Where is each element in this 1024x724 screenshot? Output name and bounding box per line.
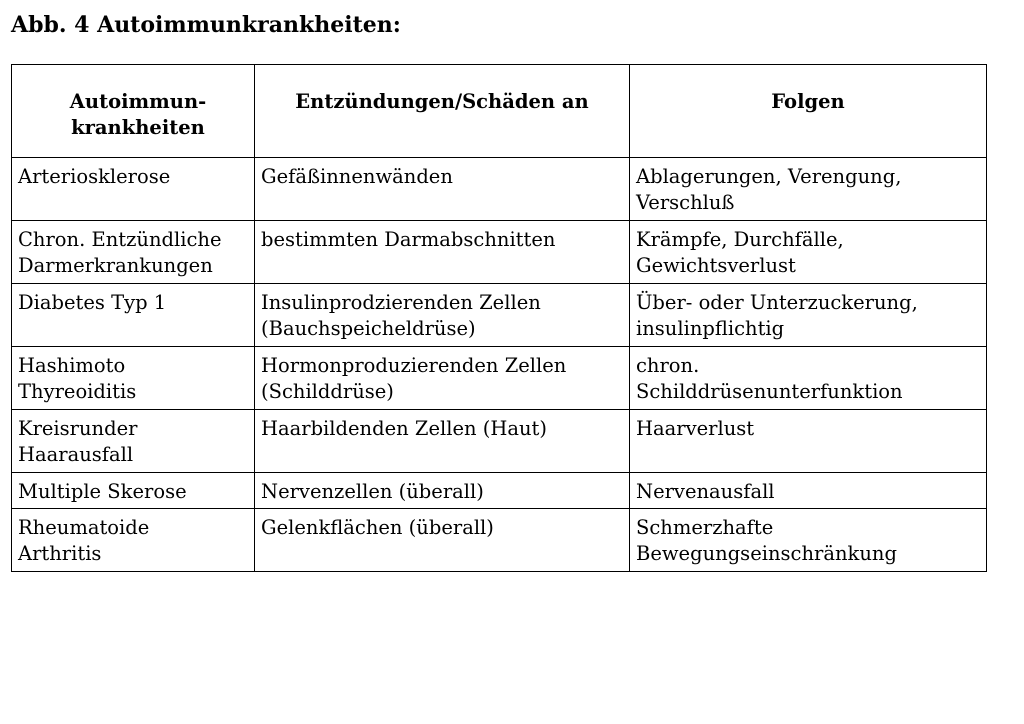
header-disease: Autoimmun- krankheiten [12, 65, 255, 158]
cell-target: Hormonproduzierenden Zellen (Schilddrüse) [255, 347, 630, 410]
cell-target: bestimmten Darmabschnitten [255, 221, 630, 284]
cell-target: Gefäßinnenwänden [255, 158, 630, 221]
cell-target: Insulinprodzierenden Zellen (Bauchspeicheldrüse) [255, 284, 630, 347]
cell-consequence: Ablagerungen, Verengung, Verschluß [630, 158, 987, 221]
cell-disease: Rheumatoide Arthritis [12, 509, 255, 572]
cell-disease: Hashimoto Thyreoiditis [12, 347, 255, 410]
table-row [12, 347, 987, 410]
cell-disease: Kreisrunder Haarausfall [12, 410, 255, 473]
autoimmune-table [11, 64, 987, 572]
table-row [12, 410, 987, 473]
cell-consequence: Krämpfe, Durchfälle, Gewichtsverlust [630, 221, 987, 284]
header-consequence: Folgen [630, 65, 987, 158]
cell-target: Nervenzellen (überall) [255, 473, 630, 509]
header-target: Entzündungen/Schäden an [255, 65, 630, 158]
page-title: Abb. 4 Autoimmunkrankheiten: [11, 12, 401, 38]
table-row [12, 221, 987, 284]
cell-target: Haarbildenden Zellen (Haut) [255, 410, 630, 473]
cell-consequence: Schmerzhafte Bewegungseinschränkung [630, 509, 987, 572]
cell-disease: Diabetes Typ 1 [12, 284, 255, 347]
cell-disease: Multiple Skerose [12, 473, 255, 509]
cell-disease: Chron. Entzündliche Darmerkrankungen [12, 221, 255, 284]
cell-disease: Arteriosklerose [12, 158, 255, 221]
cell-consequence: Nervenausfall [630, 473, 987, 509]
table-row [12, 509, 987, 572]
cell-target: Gelenkflächen (überall) [255, 509, 630, 572]
table-header-row [12, 65, 987, 158]
table-row [12, 284, 987, 347]
table-row [12, 473, 987, 509]
table-row [12, 158, 987, 221]
cell-consequence: Über- oder Unterzuckerung, insulinpflichtig [630, 284, 987, 347]
cell-consequence: chron. Schilddrüsenunterfunktion [630, 347, 987, 410]
cell-consequence: Haarverlust [630, 410, 987, 473]
